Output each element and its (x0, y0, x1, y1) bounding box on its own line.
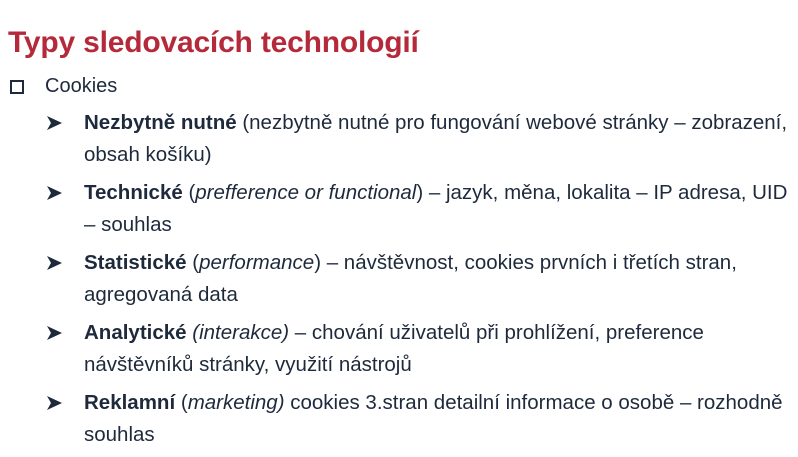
list-item (46, 247, 791, 311)
list-item-text (84, 177, 791, 241)
arrow-bullet-icon (46, 107, 84, 139)
bullet-cookies-label: Cookies (45, 75, 118, 97)
item-text: (nezbytně nutné pro fungování webové stránky – zobrazení, obsah košíku) (84, 111, 788, 166)
item-heading: Reklamní (84, 391, 176, 414)
cookie-types-list (46, 107, 791, 457)
item-heading: Statistické (84, 251, 187, 274)
checkbox-outline-icon (10, 80, 24, 94)
arrow-bullet-icon (46, 387, 84, 419)
item-text: cookies 3.stran detailní informace o osobě – rozhodně souhlas (84, 391, 783, 446)
item-heading: Analytické (84, 321, 187, 344)
item-heading: Technické (84, 181, 183, 204)
arrow-bullet-icon (46, 317, 84, 349)
item-italic: marketing) (187, 391, 285, 414)
item-text: ( (186, 251, 200, 274)
arrow-bullet-icon (46, 177, 84, 209)
list-item-text (84, 317, 791, 381)
item-italic: prefference or functional (195, 181, 417, 204)
slide-title: Typy sledovacích technologií (8, 26, 419, 59)
item-italic: (interakce) (192, 321, 290, 344)
item-italic: performance (199, 251, 315, 274)
item-text: ( (182, 181, 196, 204)
list-item (46, 177, 791, 241)
list-item-text (84, 387, 791, 451)
item-text: – chování uživatelů při prohlížení, preference návštěvníků stránky, využití nástrojů (84, 321, 704, 376)
item-heading: Nezbytně nutné (84, 111, 237, 134)
list-item (46, 317, 791, 381)
item-text: ) – jazyk, měna, lokalita – IP adresa, UID – souhlas (84, 181, 788, 236)
bullet-cookies (10, 75, 117, 98)
list-item (46, 387, 791, 451)
list-item-text (84, 247, 791, 311)
item-text: ( (175, 391, 188, 414)
item-text: ) – návštěvnost, cookies prvních i třetích stran, agregovaná data (84, 251, 737, 306)
arrow-bullet-icon (46, 247, 84, 279)
list-item-text (84, 107, 791, 171)
list-item (46, 107, 791, 171)
